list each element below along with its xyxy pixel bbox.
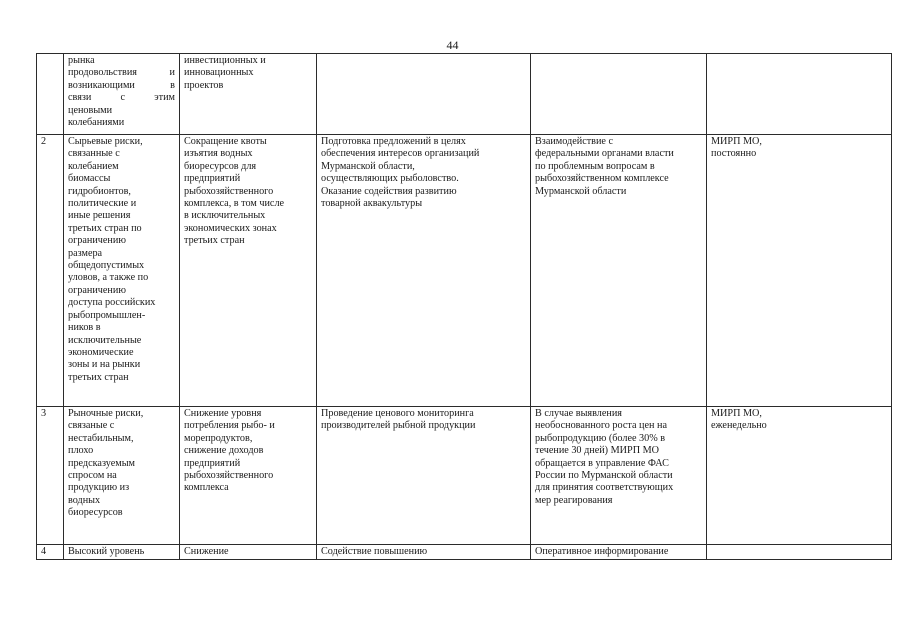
measures-line: Оказание содействия развитию [321, 185, 457, 197]
row-number-cell: 4 [37, 545, 64, 560]
risk-line: связаные с [68, 420, 115, 432]
risk-cell [64, 545, 180, 560]
risk-line: рыбопромышлен- [68, 309, 146, 321]
risk-line: гидробионтов, [68, 185, 131, 197]
page-number: 44 [446, 38, 459, 52]
measures-line: Содействие повышению [321, 546, 428, 557]
risk-line: колебаниями [68, 117, 125, 129]
measures-cell [317, 407, 531, 545]
risk-line: возникающими в [68, 79, 175, 91]
consequence-line: изъятия водных [184, 148, 253, 160]
reaction-line: федеральными органами власти [535, 148, 674, 160]
risk-line: рынка [68, 55, 95, 66]
risk-line: политические и [68, 198, 137, 210]
risk-line: общедопустимых [68, 260, 145, 272]
risk-line: ников в [68, 322, 101, 334]
risk-line: ценовыми [68, 104, 113, 116]
reaction-cell [531, 407, 707, 545]
consequence-line: снижение доходов [184, 445, 264, 457]
measures-cell [317, 54, 531, 135]
reaction-line: рыбохозяйственном комплексе [535, 173, 669, 185]
risk-line: биоресурсов [68, 507, 123, 519]
reaction-line: для принятия соответствующих [535, 482, 674, 494]
consequence-line: комплекса [184, 482, 229, 494]
risk-table [36, 53, 892, 560]
risk-line: ограничению [68, 235, 126, 247]
consequence-line: Снижение [184, 546, 229, 557]
risk-line: зоны и на рынки [68, 359, 141, 371]
risk-line: уловов, а также по [68, 272, 149, 284]
risk-line: размера [68, 247, 103, 259]
consequence-line: инновационных [184, 67, 254, 79]
consequence-cell [180, 135, 317, 407]
risk-line: биомассы [68, 173, 111, 185]
risk-line: третьих стран по [68, 222, 142, 234]
table-row [37, 135, 892, 407]
reaction-line: необоснованного роста цен на [535, 420, 667, 432]
risk-line: колебанием [68, 160, 119, 172]
consequence-line: потребления рыбо- и [184, 420, 275, 432]
reaction-cell [531, 135, 707, 407]
measures-line: обеспечения интересов организаций [321, 148, 480, 160]
responsible-cell [707, 545, 892, 560]
reaction-cell [531, 54, 707, 135]
risk-line: третьих стран [68, 371, 129, 383]
risk-cell [64, 407, 180, 545]
risk-line: предсказуемым [68, 457, 135, 469]
reaction-line: Мурманской области [535, 185, 627, 197]
measures-cell [317, 545, 531, 560]
reaction-line: России по Мурманской области [535, 470, 673, 482]
risk-line: исключительные [68, 334, 142, 346]
measures-line: производителей рыбной продукции [321, 420, 476, 432]
risk-line: иные решения [68, 210, 131, 222]
risk-line: спросом на [68, 470, 117, 482]
consequence-line: инвестиционных и [184, 55, 266, 66]
reaction-line: обращается в управление ФАС [535, 457, 669, 469]
reaction-line: течение 30 дней) МИРП МО [535, 445, 660, 457]
consequence-line: предприятий [184, 457, 241, 469]
responsible-cell [707, 407, 892, 545]
responsible-cell [707, 54, 892, 135]
reaction-line: по проблемным вопросам в [535, 160, 655, 172]
responsible-line: МИРП МО, [711, 408, 762, 419]
measures-line: Проведение ценового мониторинга [321, 408, 474, 419]
consequence-line: морепродуктов, [184, 432, 253, 444]
responsible-line: МИРП МО, [711, 136, 762, 147]
row-number-cell [37, 54, 64, 135]
risk-line: доступа российских [68, 297, 156, 309]
reaction-line: Оперативное информирование [535, 546, 669, 557]
consequence-line: экономических зонах [184, 222, 277, 234]
table-row [37, 545, 892, 560]
table-row [37, 54, 892, 135]
risk-line: Рыночные риски, [68, 408, 144, 419]
risk-line: Сырьевые риски, [68, 136, 143, 147]
measures-line: осуществляющих рыболовство. [321, 173, 459, 185]
risk-cell [64, 54, 180, 135]
responsible-cell [707, 135, 892, 407]
row-number-cell: 2 [37, 135, 64, 407]
consequence-line: третьих стран [184, 235, 245, 247]
responsible-line: постоянно [711, 148, 757, 160]
risk-line: водных [68, 494, 101, 506]
consequence-line: Сокращение квоты [184, 136, 267, 147]
consequence-cell [180, 407, 317, 545]
consequence-cell [180, 545, 317, 560]
consequence-line: предприятий [184, 173, 241, 185]
risk-line: ограничению [68, 284, 126, 296]
consequence-line: рыбохозяйственного [184, 185, 274, 197]
reaction-line: Взаимодействие с [535, 136, 614, 147]
risk-line: нестабильным, [68, 432, 134, 444]
responsible-line: еженедельно [711, 420, 767, 432]
risk-line: экономические [68, 346, 134, 358]
risk-cell [64, 135, 180, 407]
consequence-line: комплекса, в том числе [184, 198, 285, 210]
risk-line: связи с этим [68, 92, 175, 104]
consequence-line: рыбохозяйственного [184, 470, 274, 482]
measures-line: Мурманской области, [321, 160, 415, 172]
risk-line: продукцию из [68, 482, 130, 494]
measures-line: товарной аквакультуры [321, 198, 423, 210]
consequence-line: биоресурсов для [184, 160, 257, 172]
consequence-line: в исключительных [184, 210, 266, 222]
risk-line: связанные с [68, 148, 120, 160]
risk-line: продовольствия и [68, 67, 175, 79]
reaction-line: мер реагирования [535, 494, 613, 506]
consequence-line: Снижение уровня [184, 408, 262, 419]
risk-line: Высокий уровень [68, 546, 145, 557]
measures-line: Подготовка предложений в целях [321, 136, 466, 147]
reaction-line: рыбопродукцию (более 30% в [535, 432, 666, 444]
consequence-line: проектов [184, 79, 224, 91]
risk-line: плохо [68, 445, 94, 457]
reaction-line: В случае выявления [535, 408, 622, 419]
table-row [37, 407, 892, 545]
consequence-cell [180, 54, 317, 135]
reaction-cell [531, 545, 707, 560]
measures-cell [317, 135, 531, 407]
row-number-cell: 3 [37, 407, 64, 545]
